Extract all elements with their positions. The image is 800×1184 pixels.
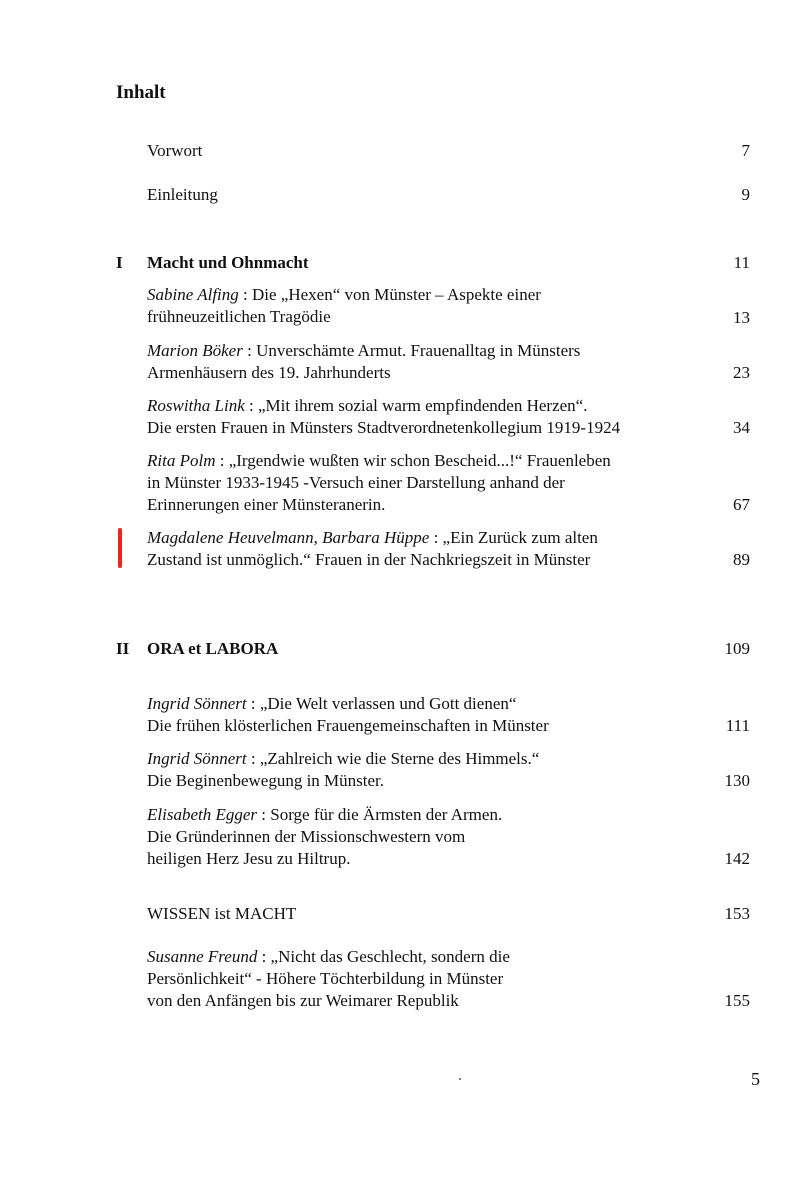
toc-page-number: 7 [741, 141, 750, 160]
toc-page-number: 109 [724, 639, 750, 658]
toc-entry-line [147, 284, 541, 306]
author-name: Ingrid Sönnert [147, 694, 247, 713]
toc-entry-vorwort: Vorwort [147, 141, 203, 160]
entry-title: : „Mit ihrem sozial warm empfindenden Herzen“. [244, 396, 588, 415]
toc-entry-line: frühneuzeitlichen Tragödie [147, 307, 331, 326]
author-name: Roswitha Link [147, 396, 245, 415]
part-title: Macht und Ohnmacht [147, 253, 309, 272]
entry-title: : „Die Welt verlassen und Gott dienen“ [246, 694, 517, 713]
toc-entry-line: Zustand ist unmöglich.“ Frauen in der Nachkriegszeit in Münster [147, 550, 591, 569]
toc-entry-line: Die Gründerinnen der Missionschwestern vom [147, 827, 466, 846]
part-title: WISSEN ist MACHT [147, 904, 297, 923]
part-numeral: II [116, 639, 130, 658]
margin-marker [118, 528, 122, 568]
entry-title: : Sorge für die Ärmsten der Armen. [257, 805, 503, 824]
author-name: Marion Böker [147, 341, 243, 360]
entry-title: : Unverschämte Armut. Frauenalltag in Münsters [242, 341, 581, 360]
scan-speck [459, 1078, 461, 1080]
toc-entry-line: heiligen Herz Jesu zu Hiltrup. [147, 849, 351, 868]
toc-page-number: 11 [733, 253, 750, 272]
toc-entry-line: Persönlichkeit“ - Höhere Töchterbildung in Münster [147, 969, 504, 988]
toc-page-number: 155 [724, 991, 750, 1010]
toc-entry-line [147, 395, 587, 417]
toc-entry-line: in Münster 1933-1945 -Versuch einer Darstellung anhand der [147, 473, 565, 492]
toc-entry-line: Die frühen klösterlichen Frauengemeinschaften in Münster [147, 716, 549, 735]
toc-heading: Inhalt [116, 82, 166, 103]
toc-page-number: 13 [733, 308, 750, 327]
toc-entry-line [147, 527, 598, 549]
author-name: Susanne Freund [147, 947, 258, 966]
toc-entry-line [147, 804, 502, 826]
toc-entry-line: Die Beginenbewegung in Münster. [147, 771, 385, 790]
toc-entry-line: Armenhäusern des 19. Jahrhunderts [147, 363, 391, 382]
toc-entry-line [147, 946, 510, 968]
entry-title: : „Zahlreich wie die Sterne des Himmels.“ [246, 749, 540, 768]
author-name: Rita Polm [147, 451, 216, 470]
toc-page-number: 142 [724, 849, 750, 868]
toc-page-number: 34 [733, 418, 750, 437]
part-title: ORA et LABORA [147, 639, 279, 658]
toc-entry-line: Die ersten Frauen in Münsters Stadtverordnetenkollegium 1919-1924 [147, 418, 621, 437]
entry-title: : „Ein Zurück zum alten [429, 528, 598, 547]
toc-entry-line: von den Anfängen bis zur Weimarer Republik [147, 991, 459, 1010]
toc-page-number: 111 [725, 716, 750, 735]
toc-page-number: 153 [724, 904, 750, 923]
entry-title: : „Nicht das Geschlecht, sondern die [257, 947, 510, 966]
author-name: Elisabeth Egger [147, 805, 258, 824]
toc-entry-line [147, 693, 516, 715]
toc-page-number: 89 [733, 550, 750, 569]
toc-page-number: 67 [733, 495, 750, 514]
toc-entry-line [147, 748, 539, 770]
author-name: Ingrid Sönnert [147, 749, 247, 768]
toc-entry-line [147, 340, 580, 362]
entry-title: : „Irgendwie wußten wir schon Bescheid...!“ Frauenleben [215, 451, 611, 470]
toc-entry-einleitung: Einleitung [147, 185, 218, 204]
toc-page-number: 130 [724, 771, 750, 790]
folio-page-number: 5 [751, 1069, 760, 1089]
toc-entry-line [147, 450, 611, 472]
toc-entry-line: Erinnerungen einer Münsteranerin. [147, 495, 386, 514]
author-name: Magdalene Heuvelmann, Barbara Hüppe [147, 528, 430, 547]
toc-page-number: 23 [733, 363, 750, 382]
part-numeral: I [116, 253, 123, 272]
toc-page-number: 9 [741, 185, 750, 204]
entry-title: : Die „Hexen“ von Münster – Aspekte einer [238, 285, 541, 304]
author-name: Sabine Alfing [147, 285, 239, 304]
